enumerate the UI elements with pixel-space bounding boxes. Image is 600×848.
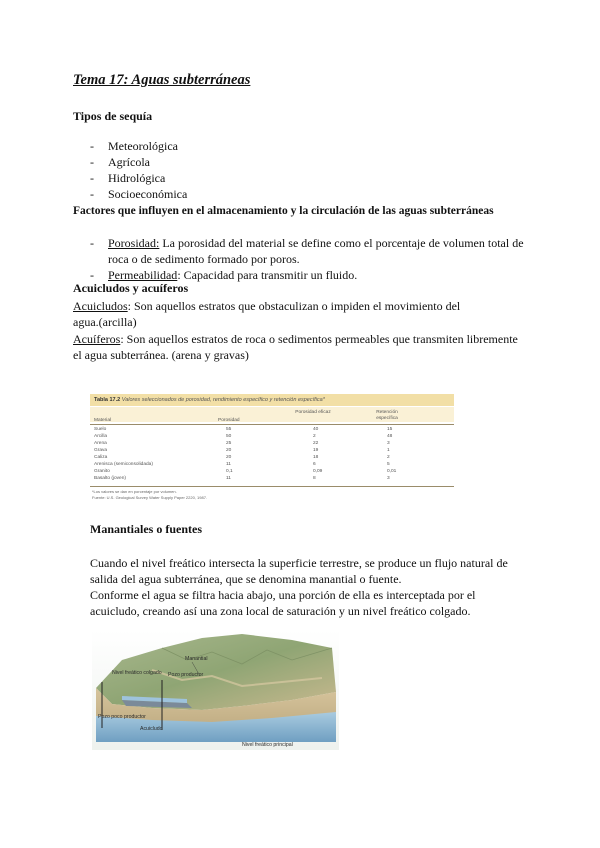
- table-cell: 40: [313, 427, 319, 432]
- table-row-label: Granito: [94, 469, 110, 474]
- table-cell: 2: [313, 434, 316, 439]
- table-row-label: Arenisca (semiconsolidada): [94, 462, 153, 467]
- porosity-table: [90, 394, 454, 504]
- table-label: Tabla 17.2: [94, 397, 121, 403]
- table-cell: 22: [313, 441, 319, 446]
- manantiales-p1: Cuando el nivel freático intersecta la superficie terrestre, se produce un flujo natural de salida del agua subterránea, que se denomina manantial o fuente.: [90, 556, 508, 586]
- table-cell: 2: [387, 455, 390, 460]
- table-cell: 5: [387, 462, 390, 467]
- page-title: Tema 17: Aguas subterráneas: [73, 72, 251, 88]
- label-manantial: Manantial: [185, 656, 208, 662]
- acuiferos-heading: Acuicludos y acuíferos: [73, 281, 189, 295]
- table-caption-text: Valores seleccionados de porosidad, rendimiento específico y retención específica*: [121, 397, 325, 403]
- table-cell: 0,1: [226, 469, 233, 474]
- table-cell: 55: [226, 427, 232, 432]
- manantiales-p2: Conforme el agua se filtra hacia abajo, una porción de ella es interceptada por el acuicludo, creando así una zona local de saturación y un nivel freático colgado.: [90, 588, 476, 618]
- table-row-label: Caliza: [94, 455, 108, 460]
- table-cell: 50: [226, 434, 232, 439]
- label-pozo-pob: Pozo poco productor: [98, 714, 146, 720]
- table-cell: 1: [387, 448, 390, 453]
- table-cell: 18: [313, 455, 319, 460]
- spring-block-diagram: [92, 630, 339, 750]
- factores-list: [73, 235, 528, 283]
- table-cell: 20: [226, 448, 232, 453]
- table-cell: 20: [226, 455, 232, 460]
- label-pozo-prod: Pozo productor: [168, 672, 204, 678]
- table-row-label: Suelo: [94, 427, 107, 432]
- sequia-list: [73, 138, 473, 202]
- acuiferos-text: : Son aquellos estratos de roca o sedimentos permeables que transmiten libremente el agua subterránea. (arena y gravas): [73, 332, 518, 362]
- table-cell: 0,01: [387, 469, 397, 474]
- table-caption: [94, 395, 325, 405]
- table-header: Material: [94, 418, 112, 423]
- table-rule: [90, 424, 454, 425]
- acuicludos-paragraph: [73, 298, 473, 330]
- table-header: Retención específica: [376, 410, 398, 421]
- permeabilidad-text: : Capacidad para transmitir un fluido.: [177, 268, 358, 282]
- table-cell: 3: [387, 441, 390, 446]
- table-cell: 8: [313, 476, 316, 481]
- table-row-label: Basalto (joven): [94, 476, 126, 481]
- acuicludos-text: : Son aquellos estratos que obstaculizan o impiden el movimiento del agua.(arcilla): [73, 299, 461, 329]
- porosidad-text: La porosidad del material se define como el porcentaje de volumen total de roca o de sedimento formado por poros.: [108, 236, 524, 266]
- table-header: Porosidad eficaz: [295, 410, 331, 415]
- label-acuicludo: Acuicludo: [140, 726, 163, 732]
- table-cell: 19: [313, 448, 319, 453]
- table-header: Porosidad: [218, 418, 240, 423]
- acuicludos-term: Acuicludos: [73, 299, 128, 313]
- list-item: - Hidrológica: [73, 170, 473, 186]
- label-colgado: [112, 670, 162, 676]
- acuiferos-paragraph: [73, 331, 528, 363]
- table-note: Fuente: U.S. Geological Survey Water Supply Paper 2220, 1987.: [92, 495, 208, 500]
- manantiales-heading: Manantiales o fuentes: [90, 522, 202, 536]
- table-cell: 0,09: [313, 469, 323, 474]
- list-item: - Agrícola: [73, 154, 473, 170]
- list-item: - Meteorológica: [73, 138, 473, 154]
- table-rule: [90, 486, 454, 487]
- table-cell: 3: [387, 476, 390, 481]
- table-cell: 11: [226, 476, 231, 481]
- label-colgado-text: Nivel freático colgado: [112, 670, 162, 676]
- table-row-label: Grava: [94, 448, 108, 453]
- table-cell: 6: [313, 462, 316, 467]
- list-item: - Socioeconómica: [73, 186, 473, 202]
- factores-heading: Factores que influyen en el almacenamiento y la circulación de las aguas subterráneas: [73, 205, 494, 217]
- sequia-heading: Tipos de sequía: [73, 109, 153, 123]
- acuiferos-term: Acuíferos: [73, 332, 121, 346]
- table-note: *Los valores se dan en porcentaje por volumen.: [92, 489, 177, 494]
- table-cell: 11: [226, 462, 231, 467]
- table-cell: 15: [387, 427, 393, 432]
- label-principal: Nivel freático principal: [242, 742, 293, 748]
- permeabilidad-term: Permeabilidad: [108, 268, 178, 282]
- table-cell: 48: [387, 434, 393, 439]
- list-item: [73, 235, 528, 267]
- table-row-label: Arena: [94, 441, 107, 446]
- porosidad-term: Porosidad:: [108, 236, 160, 250]
- table-cell: 25: [226, 441, 232, 446]
- table-row-label: Arcilla: [94, 434, 108, 439]
